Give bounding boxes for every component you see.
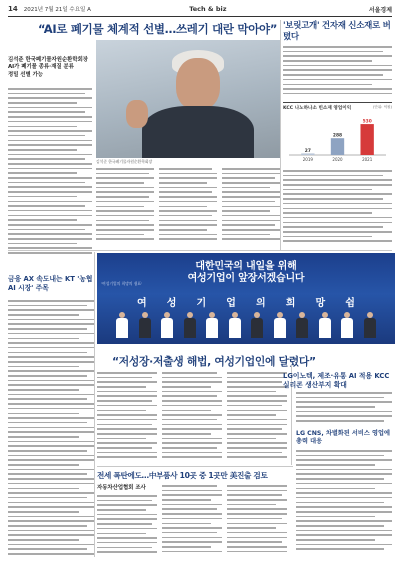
banner-char: 업 <box>226 298 236 309</box>
kcc-profit-chart <box>283 102 392 164</box>
article3-body-col1 <box>97 495 157 557</box>
left-section-headline: 금융 AX 속도내는 KT '농협AI 시장' 주목 <box>8 275 93 292</box>
article3-body-col2 <box>162 485 222 557</box>
right-top-body <box>283 46 392 100</box>
chart-data-label: 288 <box>332 133 343 139</box>
chart-tick-label: 2021 <box>362 157 373 162</box>
right-low-headline2: LG CNS, 차별화된 서비스 영업에 총력 대응 <box>296 430 390 446</box>
right-low-headline: LG이노텍, 제조·유통 AI 적용 KCC 실리콘 생산부지 확대 <box>283 372 390 389</box>
issue-date: 2021년 7월 21일 수요일 A <box>23 7 91 13</box>
newspaper-name: 서울경제 <box>368 6 392 14</box>
chart-title: KCC 나노하나소 빈소재 영업이익 <box>283 106 352 111</box>
article2-body-col2 <box>162 372 222 462</box>
section-divider <box>8 250 392 251</box>
column-divider <box>94 252 95 557</box>
stage-attendees <box>115 310 377 338</box>
masthead <box>8 4 392 14</box>
attendee-figure <box>318 312 332 338</box>
banner-char: 여 <box>137 298 147 309</box>
article3-body-col3 <box>227 485 287 557</box>
right-low-body <box>296 392 392 426</box>
chart-tick-label: 2019 <box>302 157 313 162</box>
article2-headline: “저성장·저출생 해법, 여성기업인에 달렸다” <box>112 355 316 368</box>
attendee-figure <box>115 312 129 338</box>
article3-headline: 전세 폭탄에도…中부품사 10곳 중 1곳만 美진출 검토 <box>97 471 268 480</box>
article2-body-col1 <box>97 372 157 462</box>
article2-body-col3 <box>227 372 287 462</box>
column-divider <box>280 20 281 250</box>
section-divider <box>97 466 293 467</box>
section-name: Tech & biz <box>189 5 227 13</box>
attendee-figure <box>340 312 354 338</box>
article1-portrait-photo <box>96 40 281 158</box>
stage-title-line1: 대한민국의 내일을 위해 <box>195 261 297 272</box>
chart-data-label: 27 <box>304 148 311 154</box>
attendee-figure <box>295 312 309 338</box>
article1-body-col1 <box>8 88 92 260</box>
article1-body-col3 <box>159 168 217 248</box>
banner-char: 희 <box>285 298 296 309</box>
article1-body-col2 <box>96 168 154 248</box>
page-number: 14 <box>8 5 18 13</box>
attendee-figure <box>205 312 219 338</box>
article1-headline: “AI로 폐기물 체계적 선별…쓰레기 대란 막아야” <box>38 22 278 36</box>
attendee-figure <box>250 312 264 338</box>
stage-title-line2: 여성기업이 앞장서겠습니다 <box>187 273 305 284</box>
right-low-body2 <box>296 450 392 555</box>
chart-data-label: 530 <box>362 119 372 125</box>
article1-photo-caption: 김석준 한국폐기물자원순환학회장 <box>96 159 153 164</box>
chart-bar <box>360 124 373 155</box>
right-mid-body <box>283 170 392 250</box>
chart-tick-label: 2020 <box>332 157 343 162</box>
stage-photo-label: '여성기업의 희망의 쉼표' <box>101 281 143 286</box>
article1-body-col4 <box>222 168 280 248</box>
banner-char: 성 <box>166 298 177 309</box>
article1-subhead: 김석준 한국폐기물자원순환학회장 AI가 폐기물 종류·재질 분류 정밀 선별 가능 <box>8 57 88 78</box>
attendee-figure <box>273 312 287 338</box>
attendee-figure <box>183 312 197 338</box>
left-section-body <box>8 300 94 555</box>
event-stage-photo <box>97 253 395 344</box>
attendee-figure <box>160 312 174 338</box>
banner-char: 망 <box>315 298 326 309</box>
attendee-figure <box>138 312 152 338</box>
chart-plot <box>283 113 392 163</box>
article3-subhead: 자동차산업협회 조사 <box>97 485 146 491</box>
stage-banner <box>127 293 365 310</box>
masthead-rule <box>8 16 392 17</box>
attendee-figure <box>363 312 377 338</box>
banner-char: 기 <box>196 298 207 309</box>
chart-bar <box>331 138 344 155</box>
attendee-figure <box>228 312 242 338</box>
right-top-headline: '보릿고개' 건자재 신소재로 버텼다 <box>283 21 391 42</box>
chart-unit: (단위: 억원) <box>372 105 392 109</box>
banner-char: 의 <box>256 298 266 309</box>
banner-char: 쉼 <box>345 298 355 309</box>
